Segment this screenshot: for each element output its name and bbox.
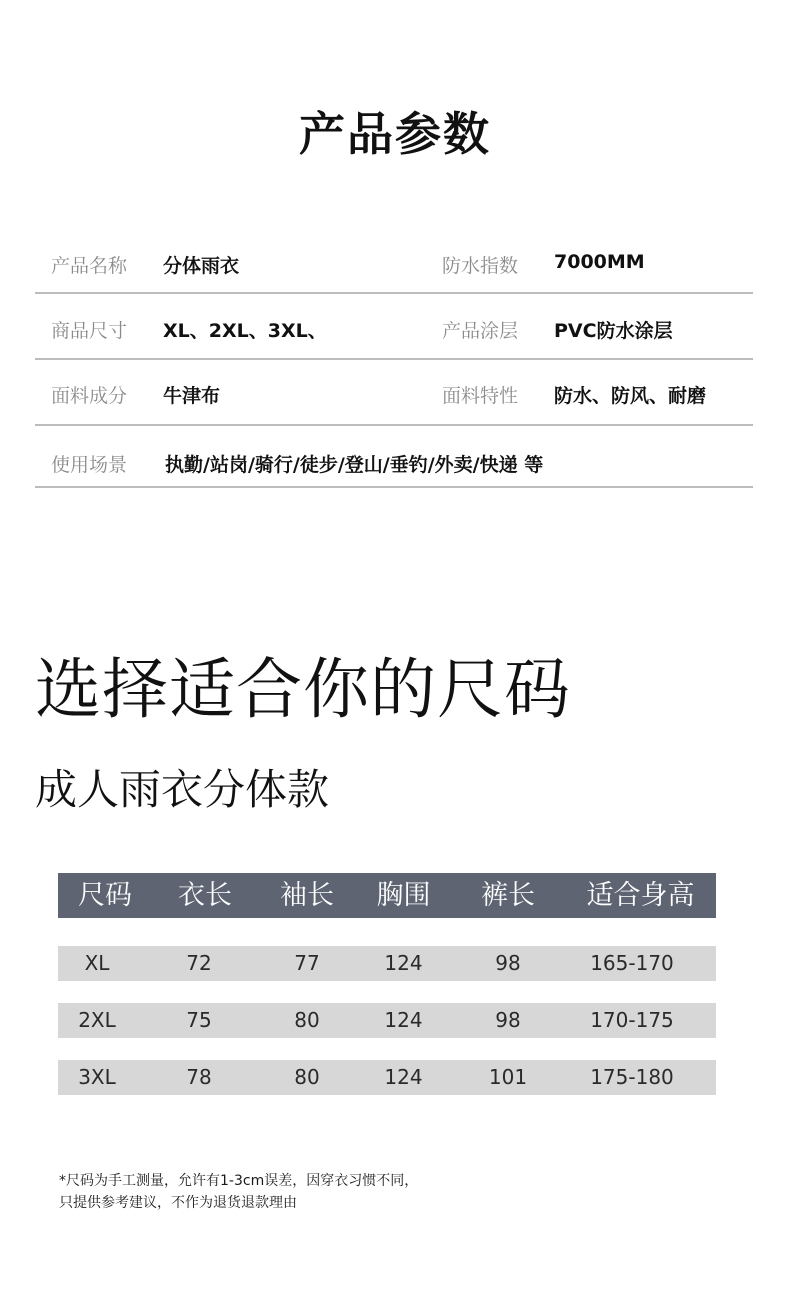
cell-size: 3XL	[78, 1065, 116, 1089]
param-label-waterproof-index: 防水指数	[442, 255, 519, 277]
param-value-feature: 防水、防风、耐磨	[554, 385, 707, 407]
size-note-line-1: *尺码为手工测量，允许有1-3cm误差，因穿衣习惯不同，	[59, 1173, 419, 1189]
param-label-material: 面料成分	[51, 385, 128, 407]
cell-sleeve: 77	[294, 951, 320, 975]
param-value-material: 牛津布	[163, 385, 221, 407]
cell-height: 170-175	[590, 1008, 674, 1032]
param-value-coating: PVC防水涂层	[554, 320, 673, 342]
param-label-size: 商品尺寸	[51, 320, 128, 342]
param-label-name: 产品名称	[51, 255, 128, 277]
header-chest: 胸围	[376, 880, 431, 911]
cell-length: 78	[186, 1065, 212, 1089]
size-title: 选择适合你的尺码	[35, 651, 571, 728]
param-label-usage: 使用场景	[51, 454, 128, 476]
params-title: 产品参数	[299, 107, 491, 161]
size-note	[59, 1170, 418, 1214]
cell-pants-length: 98	[495, 951, 521, 975]
param-row-2	[35, 294, 753, 360]
cell-height: 165-170	[590, 951, 674, 975]
param-value-usage: 执勤/站岗/骑行/徒步/登山/垂钓/外卖/快递 等	[165, 454, 544, 476]
cell-pants-length: 101	[488, 1065, 528, 1089]
header-size: 尺码	[78, 880, 132, 911]
size-table-header	[58, 873, 716, 918]
cell-chest: 124	[384, 951, 423, 975]
cell-sleeve: 80	[294, 1065, 320, 1089]
param-value-waterproof-index: 7000MM	[554, 251, 645, 273]
table-row	[58, 1060, 716, 1095]
param-label-coating: 产品涂层	[442, 320, 519, 342]
param-label-feature: 面料特性	[442, 385, 519, 407]
param-value-size: XL、2XL、3XL、	[163, 320, 327, 342]
cell-height: 175-180	[590, 1065, 674, 1089]
cell-length: 75	[186, 1008, 212, 1032]
header-sleeve: 袖长	[280, 880, 334, 911]
cell-chest: 124	[384, 1008, 423, 1032]
size-subtitle: 成人雨衣分体款	[35, 765, 330, 814]
cell-pants-length: 98	[495, 1008, 521, 1032]
cell-chest: 124	[384, 1065, 423, 1089]
param-row-1	[35, 232, 753, 294]
table-row	[58, 946, 716, 981]
cell-size: XL	[84, 951, 110, 975]
cell-length: 72	[186, 951, 212, 975]
table-row	[58, 1003, 716, 1038]
param-row-3	[35, 360, 753, 426]
param-value-name: 分体雨衣	[163, 255, 240, 277]
header-pants-length: 裤长	[481, 880, 535, 911]
size-note-line-2: 只提供参考建议，不作为退货退款理由	[59, 1195, 297, 1211]
param-row-4	[35, 426, 753, 488]
header-length: 衣长	[178, 880, 232, 911]
cell-sleeve: 80	[294, 1008, 320, 1032]
header-height: 适合身高	[586, 880, 695, 911]
cell-size: 2XL	[78, 1008, 116, 1032]
